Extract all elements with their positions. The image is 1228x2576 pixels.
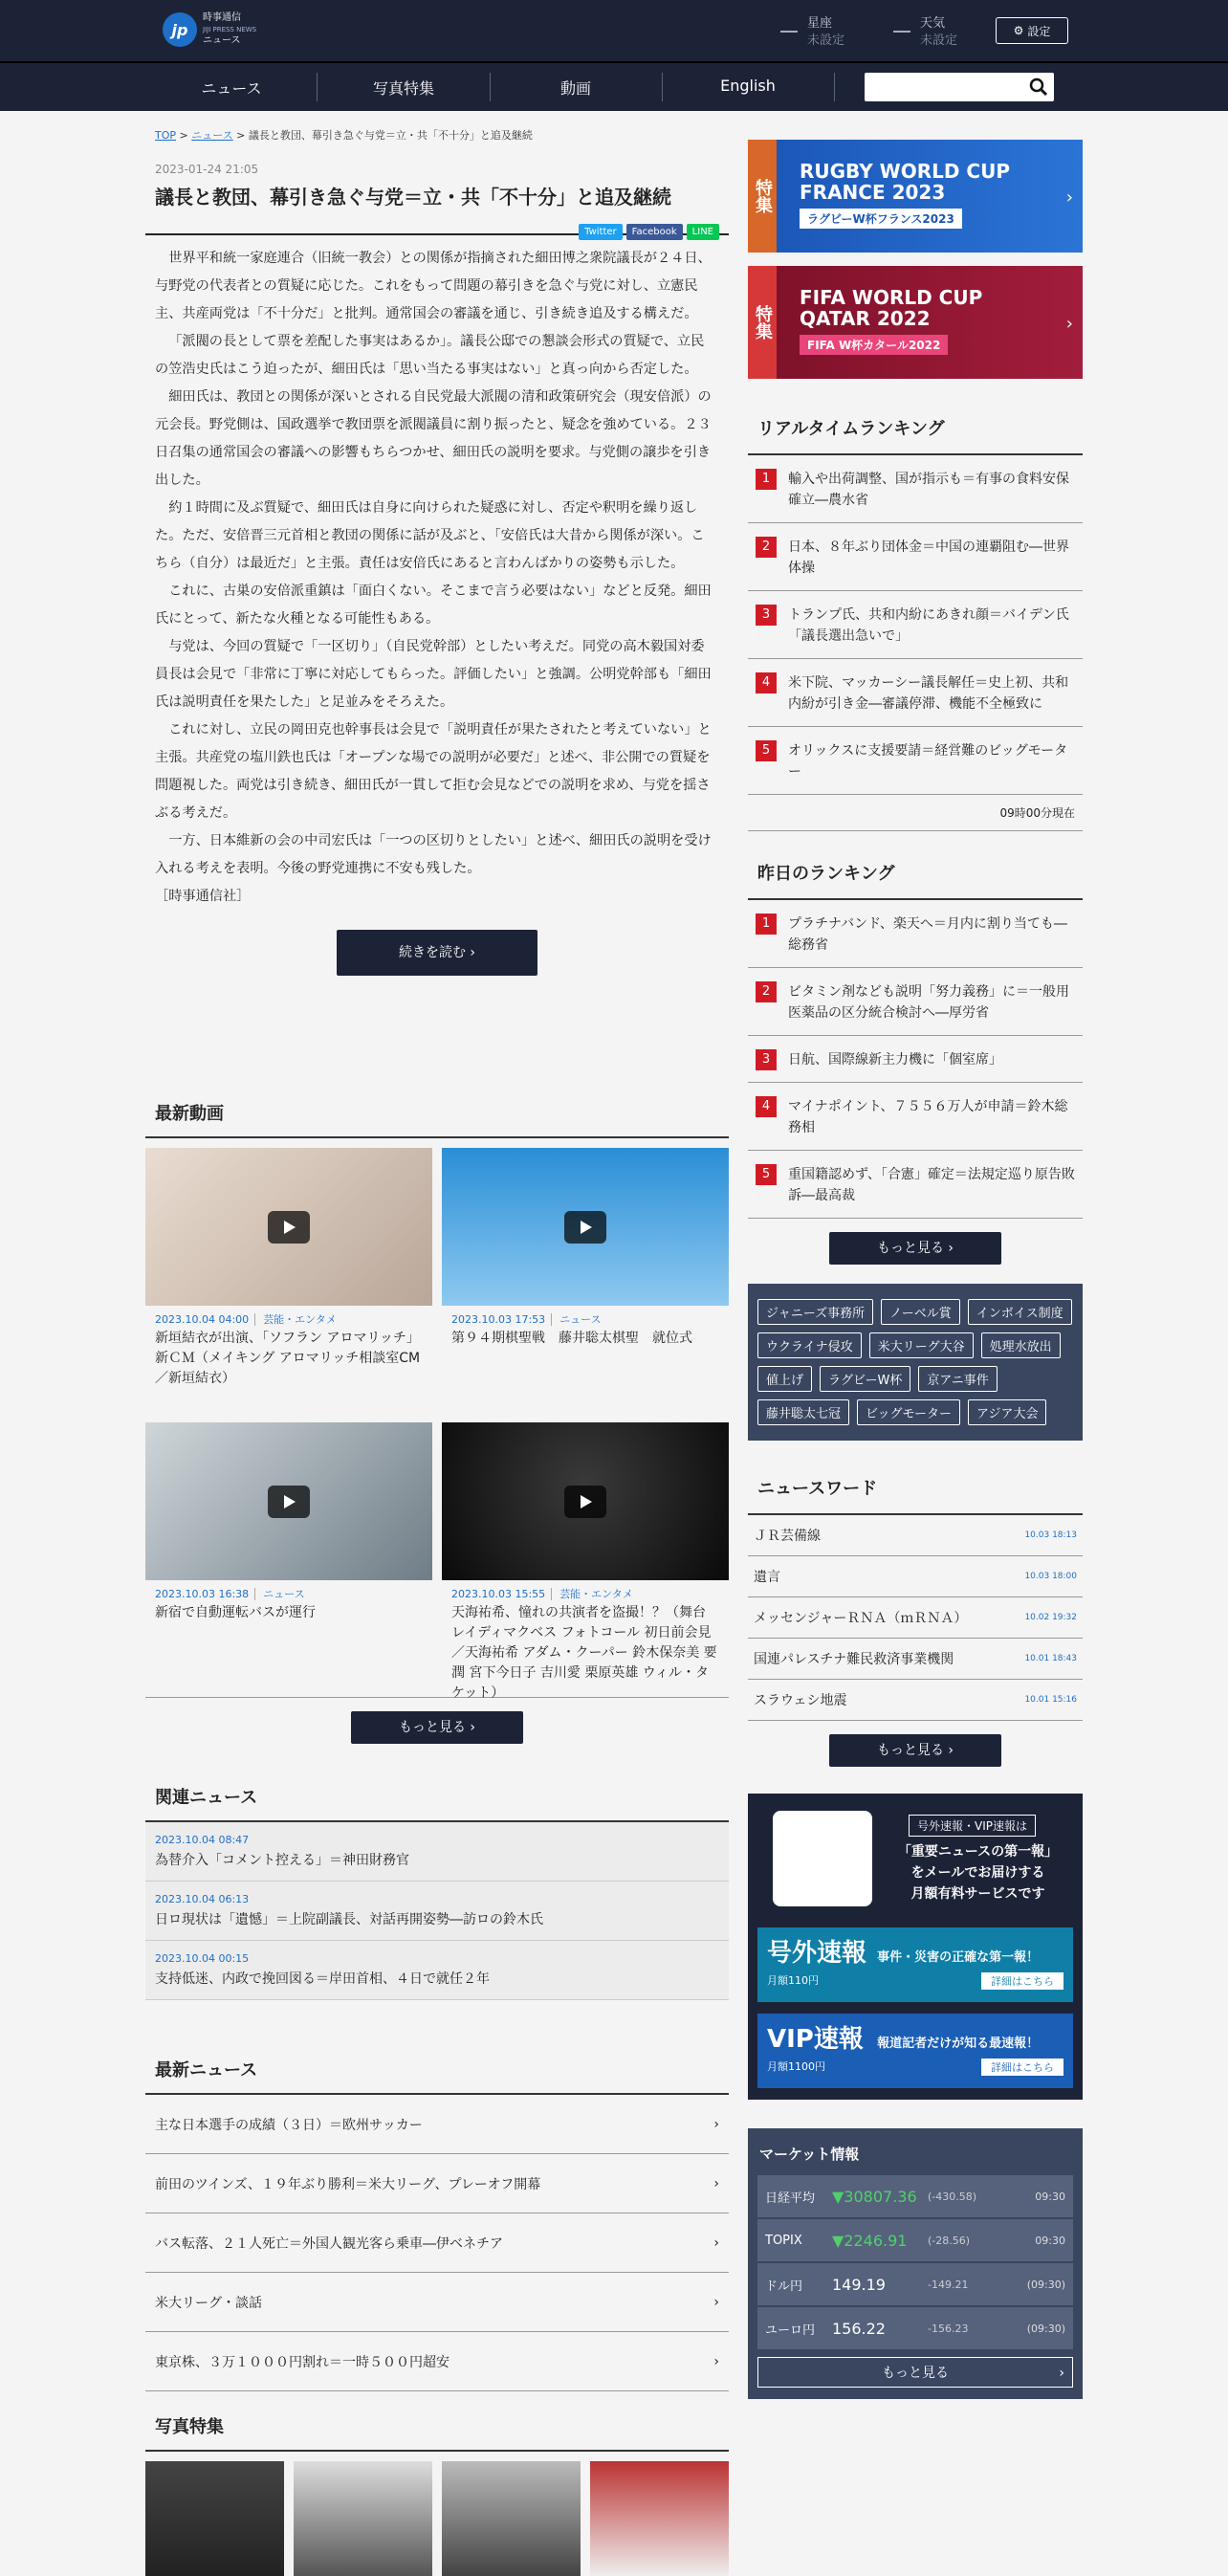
ranking-title[interactable]: トランプ氏、共和内紛にあきれ顔＝バイデン氏「議長選出急いで」 (788, 607, 1069, 644)
detail-link[interactable]: 詳細はこちら (981, 2059, 1064, 2076)
nav-separator (490, 73, 491, 101)
topic-tag[interactable]: 値上げ (757, 1366, 812, 1392)
settings-label: 設定 (1027, 24, 1051, 38)
video-category[interactable]: ニュース (254, 1588, 304, 1600)
gear-icon: ⚙ (1013, 24, 1024, 37)
latest-news-section (145, 2057, 729, 2391)
rank-number: 3 (756, 1049, 777, 1070)
ranking-title[interactable]: 米下院、マッカーシー議長解任＝史上初、共和内紛が引き金―審議停滞、機能不全極致に (788, 675, 1069, 712)
video-thumbnail[interactable] (145, 1148, 432, 1306)
topic-tag[interactable]: 米大リーグ大谷 (869, 1332, 974, 1358)
news-title[interactable]: 主な日本選手の成績（３日）＝欧州サッカー (155, 2117, 423, 2133)
market-info (748, 2128, 1083, 2399)
topic-tag[interactable]: アジア大会 (968, 1399, 1046, 1425)
sokuho-title: 号外速報・VIP速報は (909, 1815, 1036, 1837)
section-heading: 最新動画 (145, 1100, 729, 1138)
ranking-item[interactable] (748, 900, 1083, 968)
nav-item-news[interactable]: ニュース (201, 79, 262, 98)
ranking-item[interactable] (748, 455, 1083, 523)
video-thumbnail[interactable] (145, 1422, 432, 1580)
ranking-item[interactable] (748, 1151, 1083, 1219)
news-title[interactable]: 前田のツインズ、１９年ぶり勝利＝米大リーグ、プレーオフ開幕 (155, 2176, 541, 2192)
related-news-section (145, 1784, 729, 2000)
ranking-title[interactable]: ビタミン剤なども説明「努力義務」に＝一般用医薬品の区分統合検討へ―厚労省 (788, 984, 1069, 1021)
topic-tag[interactable]: 処理水放出 (981, 1332, 1061, 1358)
market-name: ユーロ円 (765, 2323, 816, 2338)
article-paragraph: 世界平和統一家庭連合（旧統一教会）との関係が指摘された細田博之衆院議長が２４日、与野党の代表者との質疑に応じた。これをもって問題の幕引きを急ぐ与党に対し、立憲民主、共産両党は「不十分だ」と批判。通常国会の審議を通じ、引き続き追及する構えだ。 (155, 251, 712, 321)
twitter-share-button[interactable]: Twitter (579, 224, 623, 240)
article-paragraph: 「派閥の長として票を差配した事実はあるか」。議長公邸での懇談会形式の質疑で、立民の笠浩史氏はこう迫ったが、細田氏は「思い当たる事実はない」と真っ向から否定した。 (155, 334, 705, 377)
video-card[interactable] (145, 1422, 432, 1697)
line-share-button[interactable]: LINE (687, 224, 719, 240)
banner-subtitle: FIFA W杯カタール2022 (800, 335, 948, 355)
chevron-right-icon: › (1065, 314, 1073, 334)
section-heading: 写真特集 (145, 2413, 729, 2452)
search-icon[interactable] (1029, 77, 1048, 97)
detail-link[interactable]: 詳細はこちら (981, 1972, 1064, 1990)
article-body (145, 235, 729, 911)
market-name: 日経平均 (765, 2191, 816, 2206)
logo-mark-icon: jp (163, 12, 197, 47)
news-list-item[interactable] (145, 2273, 729, 2332)
video-thumbnail[interactable] (442, 1148, 729, 1306)
article-title: 議長と教団、幕引き急ぐ与党＝立・共「不十分」と追及継続 (155, 186, 671, 209)
photo-thumbnail[interactable] (442, 2461, 581, 2576)
topic-tag[interactable]: 京アニ事件 (918, 1366, 997, 1392)
news-word-title[interactable]: スラウェシ地震 (754, 1693, 847, 1708)
ranking-item[interactable] (748, 659, 1083, 727)
topic-tag[interactable]: ラグビーW杯 (820, 1366, 910, 1392)
chevron-right-icon: › (1065, 187, 1073, 208)
rank-number: 3 (756, 605, 777, 626)
zodiac-widget[interactable] (780, 15, 844, 50)
news-word-title[interactable]: ＪＲ芸備線 (754, 1529, 821, 1544)
play-icon[interactable] (268, 1486, 310, 1518)
news-list-item[interactable] (145, 2332, 729, 2391)
photo-thumbnail[interactable] (590, 2461, 729, 2576)
videos-more-button[interactable]: もっと見る › (351, 1711, 523, 1744)
gogai-price: 月額110円 (767, 1974, 819, 1987)
banner-title: RUGBY WORLD CUP (800, 160, 1010, 183)
topic-tag[interactable]: ビッグモーター (857, 1399, 960, 1425)
site-header (0, 0, 1228, 63)
section-heading: 関連ニュース (145, 1784, 729, 1822)
video-date: 2023.10.03 17:53 (451, 1313, 546, 1326)
yesterday-ranking (748, 852, 1083, 1284)
ranking-item[interactable] (748, 523, 1083, 591)
section-heading: マーケット情報 (759, 2146, 860, 2163)
market-time: (09:30) (1026, 2278, 1065, 2291)
rugby-banner[interactable] (748, 140, 1083, 253)
market-name: ドル円 (765, 2279, 803, 2294)
ranking-title[interactable]: マイナポイント、７５５６万人が申請＝鈴木総務相 (788, 1099, 1068, 1135)
banner-title: FRANCE 2023 (800, 181, 946, 204)
market-value: ▼2246.91 (832, 2231, 908, 2250)
logo-text-en: JIJI PRESS NEWS (203, 26, 257, 33)
global-nav (0, 63, 1228, 111)
settings-button[interactable] (996, 17, 1068, 44)
weather-dash-icon (893, 31, 910, 33)
topic-tag[interactable]: ジャニーズ事務所 (757, 1299, 873, 1325)
breadcrumb-top[interactable]: TOP (155, 129, 177, 142)
video-title[interactable]: 新宿で自動運転バスが運行 (155, 1605, 316, 1620)
market-change: (-28.56) (928, 2234, 971, 2247)
market-row[interactable] (757, 2263, 1073, 2305)
rank-number: 2 (756, 981, 777, 1002)
play-icon[interactable] (268, 1211, 310, 1244)
sokuho-promo[interactable] (748, 1794, 1083, 2100)
section-heading: ニュースワード (748, 1467, 1083, 1515)
banner-tok-label: 特集 (748, 266, 777, 379)
chevron-right-icon: › (713, 2116, 719, 2132)
video-title[interactable]: 天海祐希、憧れの共演者を盗撮！？（舞台 レイディマクベス フォトコール 初日前会見／天海祐希 アダム・クーパー 鈴木保奈美 要潤 宮下今日子 吉川愛 栗原英雄 ウィル・タケット） (451, 1605, 717, 1701)
section-heading: 昨日のランキング (748, 852, 1083, 900)
video-card[interactable] (442, 1422, 729, 1701)
ranking-title[interactable]: オリックスに支援要請＝経営難のビッグモーター (788, 743, 1068, 780)
video-title[interactable]: 新垣結衣が出演、「ソフラン アロマリッチ」新ＣＭ（メイキング アロマリッチ相談室CM／新垣結衣） (155, 1331, 421, 1386)
article-paragraph: これに、古巣の安倍派重鎮は「面白くない。そこまで言う必要はない」などと反発。細田氏にとって、新たな火種となる可能性もある。 (155, 583, 712, 627)
gogai-desc: 事件・災害の正確な第一報！ (877, 1950, 1040, 1965)
news-word-title[interactable]: 遺言 (754, 1570, 780, 1585)
ranking-item[interactable] (748, 1036, 1083, 1083)
play-icon[interactable] (564, 1486, 606, 1518)
weather-label: 天気 (920, 16, 946, 31)
logo-text-jp2: ニュース (203, 35, 241, 46)
video-category[interactable]: 芸能・エンタメ (551, 1588, 633, 1600)
video-category[interactable]: ニュース (551, 1313, 601, 1326)
rank-number: 1 (756, 469, 777, 490)
ranking-item[interactable] (748, 1083, 1083, 1151)
section-heading: リアルタイムランキング (748, 407, 1083, 455)
news-word-time: 10.02 19:32 (1024, 1613, 1077, 1622)
sokuho-line: 月額有料サービスです (910, 1886, 1045, 1902)
nav-separator (834, 73, 835, 101)
related-title[interactable]: 日ロ現状は「遺憾」＝上院副議長、対話再開姿勢―訪ロの鈴木氏 (155, 1912, 543, 1927)
article-date: 2023-01-24 21:05 (155, 163, 259, 176)
news-word-time: 10.03 18:00 (1024, 1572, 1077, 1581)
section-heading: 最新ニュース (145, 2057, 729, 2095)
related-news-item[interactable] (145, 1822, 729, 1882)
breadcrumb: TOP > ニュース > 議長と教団、幕引き急ぐ与党＝立・共「不十分」と追及継続 (155, 129, 533, 142)
rank-number: 2 (756, 537, 777, 558)
vip-label: VIP速報 (767, 2025, 864, 2054)
vip-sokuho-button[interactable] (757, 2014, 1073, 2088)
chevron-right-icon: › (713, 2294, 719, 2310)
banner-tok-label: 特集 (748, 140, 777, 253)
nav-separator (317, 73, 318, 101)
ranking-title[interactable]: 輸入や出荷調整、国が指示も＝有事の食料安保確立―農水省 (788, 472, 1069, 508)
ranking-title[interactable]: プラチナバンド、楽天へ＝月内に割り当ても―総務省 (788, 916, 1067, 953)
video-date: 2023.10.03 16:38 (155, 1588, 250, 1600)
news-title[interactable]: バス転落、２１人死亡＝外国人観光客ら乗車―伊ベネチア (155, 2235, 503, 2252)
topic-tag[interactable]: 藤井聡太七冠 (757, 1399, 849, 1425)
news-word-item[interactable] (748, 1639, 1083, 1680)
nav-item-photos[interactable]: 写真特集 (372, 79, 434, 98)
vip-price: 月額1100円 (767, 2060, 825, 2073)
market-value: 149.19 (832, 2275, 886, 2294)
photo-thumbnail[interactable] (294, 2461, 432, 2576)
market-more-button[interactable] (757, 2357, 1073, 2388)
rank-number: 1 (756, 914, 777, 935)
related-title[interactable]: 為替介入「コメント控える」＝神田財務官 (155, 1853, 409, 1868)
topic-tags (748, 1284, 1083, 1441)
logo-text-jp: 時事通信 (203, 12, 241, 23)
sokuho-line: 「重要ニュースの第一報」 (897, 1844, 1059, 1860)
fifa-banner[interactable] (748, 266, 1083, 379)
article-paragraph: 一方、日本維新の会の中司宏氏は「一つの区切りとしたい」と述べ、細田氏の説明を受け入れる考えを表明。今後の野党連携に不安も残した。 (155, 833, 712, 876)
market-value: ▼30807.36 (832, 2187, 917, 2206)
news-title[interactable]: 米大リーグ・談話 (155, 2295, 262, 2311)
video-date: 2023.10.03 15:55 (451, 1588, 546, 1600)
zodiac-label: 星座 (807, 16, 833, 31)
video-card[interactable] (442, 1148, 729, 1422)
gogai-label: 号外速報 (767, 1939, 867, 1968)
market-change: -156.23 (928, 2322, 969, 2335)
article (145, 163, 729, 976)
ranking-time: 09時00分現在 (748, 795, 1083, 831)
more-label: もっと見る (882, 2366, 949, 2381)
read-more-label: 続きを読む (398, 945, 466, 960)
related-date: 2023.10.04 06:13 (155, 1893, 250, 1905)
ranking-item[interactable] (748, 968, 1083, 1036)
news-list-item[interactable] (145, 2095, 729, 2154)
rank-number: 4 (756, 672, 777, 694)
video-category[interactable]: 芸能・エンタメ (254, 1313, 337, 1326)
play-icon[interactable] (564, 1211, 606, 1244)
topic-tag[interactable]: ウクライナ侵攻 (757, 1332, 862, 1358)
nav-item-english[interactable]: English (720, 77, 776, 95)
banner-title: QATAR 2022 (800, 307, 931, 330)
news-word-title[interactable]: メッセンジャーＲＮＡ（ｍＲＮＡ） (754, 1611, 968, 1626)
latest-videos-section (145, 1100, 729, 1744)
market-name: TOPIX (765, 2233, 802, 2248)
article-paragraph: これに対し、立民の岡田克也幹事長は会見で「説明責任が果たされたと考えていない」と主張。共産党の塩川鉄也氏は「オープンな場での説明が必要だ」と述べ、非公開での質疑を問題視した。両党は引き続き、細田氏が一貫して拒む会見などでの説明を求め、与党を揺さぶる考えだ。 (155, 722, 712, 821)
news-word-more-button[interactable]: もっと見る › (829, 1734, 1001, 1767)
topic-tag[interactable]: ノーベル賞 (881, 1299, 960, 1325)
news-word-time: 10.03 18:13 (1024, 1530, 1077, 1540)
rank-number: 5 (756, 740, 777, 761)
ranking-item[interactable] (748, 727, 1083, 795)
chevron-right-icon: › (713, 2175, 719, 2191)
related-news-item[interactable] (145, 1882, 729, 1941)
more-label: もっと見る (398, 1720, 466, 1735)
video-date: 2023.10.04 04:00 (155, 1313, 250, 1326)
share-buttons (579, 224, 719, 240)
market-time: 09:30 (1035, 2190, 1065, 2203)
chevron-right-icon: › (713, 2235, 719, 2251)
article-paragraph: 与党は、今回の質疑で「一区切り」（自民党幹部）としたい考えだ。同党の高木毅国対委員長は会見で「非常に丁寧に対応してもらった。評価したい」と強調。公明党幹部も「細田氏は説明責任を果たした」と足並みをそろえた。 (155, 639, 712, 710)
zodiac-dash-icon (780, 31, 798, 33)
banner-title: FIFA WORLD CUP (800, 286, 983, 309)
news-list-item[interactable] (145, 2154, 729, 2213)
photo-feature-section (145, 2413, 729, 2576)
weather-widget[interactable] (893, 15, 957, 50)
market-change: -149.21 (928, 2278, 969, 2291)
topic-tag[interactable]: インボイス制度 (968, 1299, 1072, 1325)
news-word (748, 1467, 1083, 1794)
nav-item-video[interactable]: 動画 (559, 79, 591, 98)
photo-thumbnail[interactable] (145, 2461, 284, 2576)
news-list-item[interactable] (145, 2213, 729, 2273)
chevron-right-icon: › (1059, 2366, 1064, 2381)
ranking-title[interactable]: 日航、国際線新主力機に「個室席」 (788, 1052, 1002, 1068)
facebook-share-button[interactable]: Facebook (626, 224, 683, 240)
banner-subtitle: ラグビーW杯フランス2023 (800, 209, 962, 229)
article-credit: ［時事通信社］ (155, 889, 251, 904)
market-change: (-430.58) (928, 2190, 977, 2203)
vip-desc: 報道記者だけが知る最速報！ (877, 2037, 1040, 2051)
gogai-sokuho-button[interactable] (757, 1927, 1073, 2002)
market-time: (09:30) (1026, 2322, 1065, 2335)
video-thumbnail[interactable] (442, 1422, 729, 1580)
article-paragraph: 細田氏は、教団との関係が深いとされる自民党最大派閥の清和政策研究会（現安倍派）の元会長。野党側は、国政選挙で教団票を派閥議員に割り振ったと、疑念を強めている。２３日召集の通常国会の審議への影響もちらつかせ、細田氏の説明を要求。与党側の譲歩を引き出した。 (155, 389, 712, 488)
rank-number: 5 (756, 1164, 777, 1185)
ranking-title[interactable]: 重国籍認めず、「合憲」確定＝法規定巡り原告敗訴―最高裁 (788, 1167, 1075, 1203)
related-date: 2023.10.04 08:47 (155, 1834, 250, 1846)
nav-separator (662, 73, 663, 101)
news-word-item[interactable] (748, 1680, 1083, 1721)
market-time: 09:30 (1035, 2234, 1065, 2247)
search-input[interactable] (865, 73, 1054, 101)
ranking-more-button[interactable]: もっと見る › (829, 1232, 1001, 1265)
market-row[interactable] (757, 2175, 1073, 2217)
news-title[interactable]: 東京株、３万１０００円割れ＝一時５００円超安 (155, 2354, 450, 2370)
news-word-item[interactable] (748, 1556, 1083, 1597)
more-label: もっと見る (876, 1241, 944, 1256)
zodiac-value: 未設定 (807, 33, 845, 48)
market-value: 156.22 (832, 2319, 886, 2338)
rank-number: 4 (756, 1096, 777, 1117)
read-more-button[interactable]: 続きを読む › (337, 930, 537, 976)
news-word-time: 10.01 18:43 (1024, 1654, 1077, 1663)
breadcrumb-news[interactable]: ニュース (191, 129, 233, 142)
phone-illustration (773, 1811, 872, 1906)
more-label: もっと見る (876, 1743, 944, 1758)
sidebar (748, 140, 1083, 2399)
ranking-title[interactable]: 日本、８年ぶり団体金＝中国の連覇阻む―世界体操 (788, 539, 1069, 576)
weather-value: 未設定 (920, 33, 958, 48)
related-date: 2023.10.04 00:15 (155, 1952, 250, 1965)
related-news-item[interactable] (145, 1941, 729, 2000)
video-card[interactable] (145, 1148, 432, 1422)
related-title[interactable]: 支持低迷、内政で挽回図る＝岸田首相、４日で就任２年 (155, 1971, 490, 1987)
news-word-time: 10.01 15:16 (1024, 1695, 1077, 1705)
news-word-item[interactable] (748, 1597, 1083, 1639)
market-row[interactable] (757, 2219, 1073, 2261)
news-word-title[interactable]: 国連パレスチナ難民救済事業機関 (754, 1652, 954, 1667)
sokuho-line: をメールでお届けする (910, 1865, 1045, 1881)
breadcrumb-current: 議長と教団、幕引き急ぐ与党＝立・共「不十分」と追及継続 (248, 129, 533, 142)
chevron-right-icon: › (713, 2353, 719, 2369)
news-word-item[interactable] (748, 1515, 1083, 1556)
site-logo[interactable] (163, 12, 256, 47)
video-title[interactable]: 第９４期棋聖戦 藤井聡太棋聖 就位式 (451, 1331, 692, 1346)
market-row[interactable] (757, 2307, 1073, 2349)
article-paragraph: 約１時間に及ぶ質疑で、細田氏は自身に向けられた疑惑に対し、否定や釈明を繰り返した。ただ、安倍晋三元首相と教団の関係に話が及ぶと、「安倍氏は大昔から関係が深い。こちら（自分）は最近だ」と主張。責任は安倍氏にあると言わんばかりの姿勢も示した。 (155, 500, 705, 571)
realtime-ranking (748, 407, 1083, 831)
ranking-item[interactable] (748, 591, 1083, 659)
